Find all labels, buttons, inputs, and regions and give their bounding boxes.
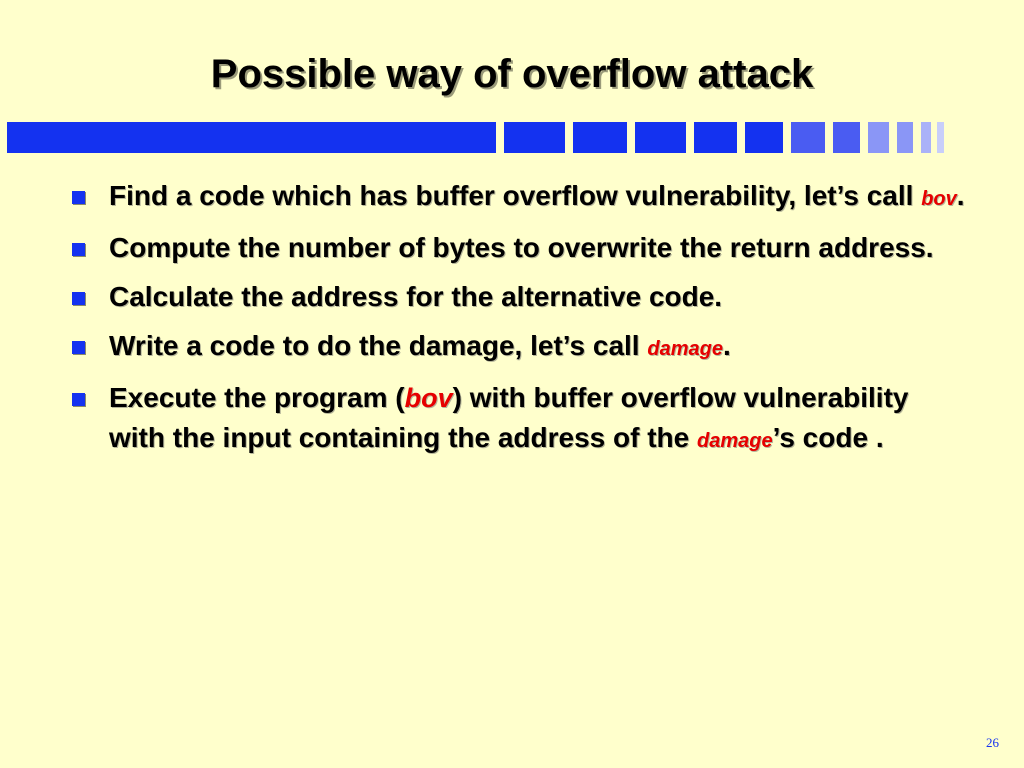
bullet-text: ’s code . bbox=[772, 422, 884, 453]
bar-segment bbox=[573, 122, 627, 153]
bar-segment bbox=[868, 122, 889, 153]
bullet-text: . bbox=[956, 180, 965, 211]
bullet-text: . bbox=[722, 330, 731, 361]
bullet-text: Execute the program ( bbox=[109, 382, 405, 413]
bar-segment bbox=[937, 122, 944, 153]
bar-segment bbox=[921, 122, 931, 153]
bullet-item bbox=[72, 277, 972, 317]
bullet-text: ) with buffer overflow vulnerability with the input containing the address of the bbox=[109, 382, 909, 453]
bullet-text: Write a code to do the damage, let’s call bbox=[109, 330, 648, 361]
bullet-list bbox=[72, 176, 972, 470]
bar-segment bbox=[833, 122, 860, 153]
bar-segment bbox=[791, 122, 825, 153]
keyword-bov: bov bbox=[921, 188, 957, 210]
bar-segment bbox=[7, 122, 496, 153]
page-number: 26 bbox=[986, 735, 999, 750]
bullet-item bbox=[72, 228, 972, 268]
keyword-damage: damage bbox=[697, 430, 773, 452]
bullet-text: Compute the number of bytes to overwrite the return address. bbox=[109, 232, 934, 263]
bullet-text: Calculate the address for the alternative code. bbox=[109, 281, 723, 312]
square-bullet-icon bbox=[72, 341, 85, 354]
square-bullet-icon bbox=[72, 243, 85, 256]
slide-title: Possible way of overflow attack bbox=[210, 52, 814, 96]
bullet-text: Find a code which has buffer overflow vulnerability, let’s call bbox=[109, 180, 922, 211]
bar-segment bbox=[504, 122, 565, 153]
square-bullet-icon bbox=[72, 191, 85, 204]
bullet-item bbox=[72, 176, 972, 219]
bar-segment bbox=[897, 122, 913, 153]
bullet-item bbox=[72, 326, 972, 369]
keyword-damage: damage bbox=[647, 338, 723, 360]
bar-segment bbox=[745, 122, 783, 153]
bar-segment bbox=[694, 122, 737, 153]
square-bullet-icon bbox=[72, 292, 85, 305]
bullet-item bbox=[72, 378, 972, 461]
square-bullet-icon bbox=[72, 393, 85, 406]
bar-segment bbox=[635, 122, 686, 153]
keyword-bov: bov bbox=[404, 383, 453, 413]
